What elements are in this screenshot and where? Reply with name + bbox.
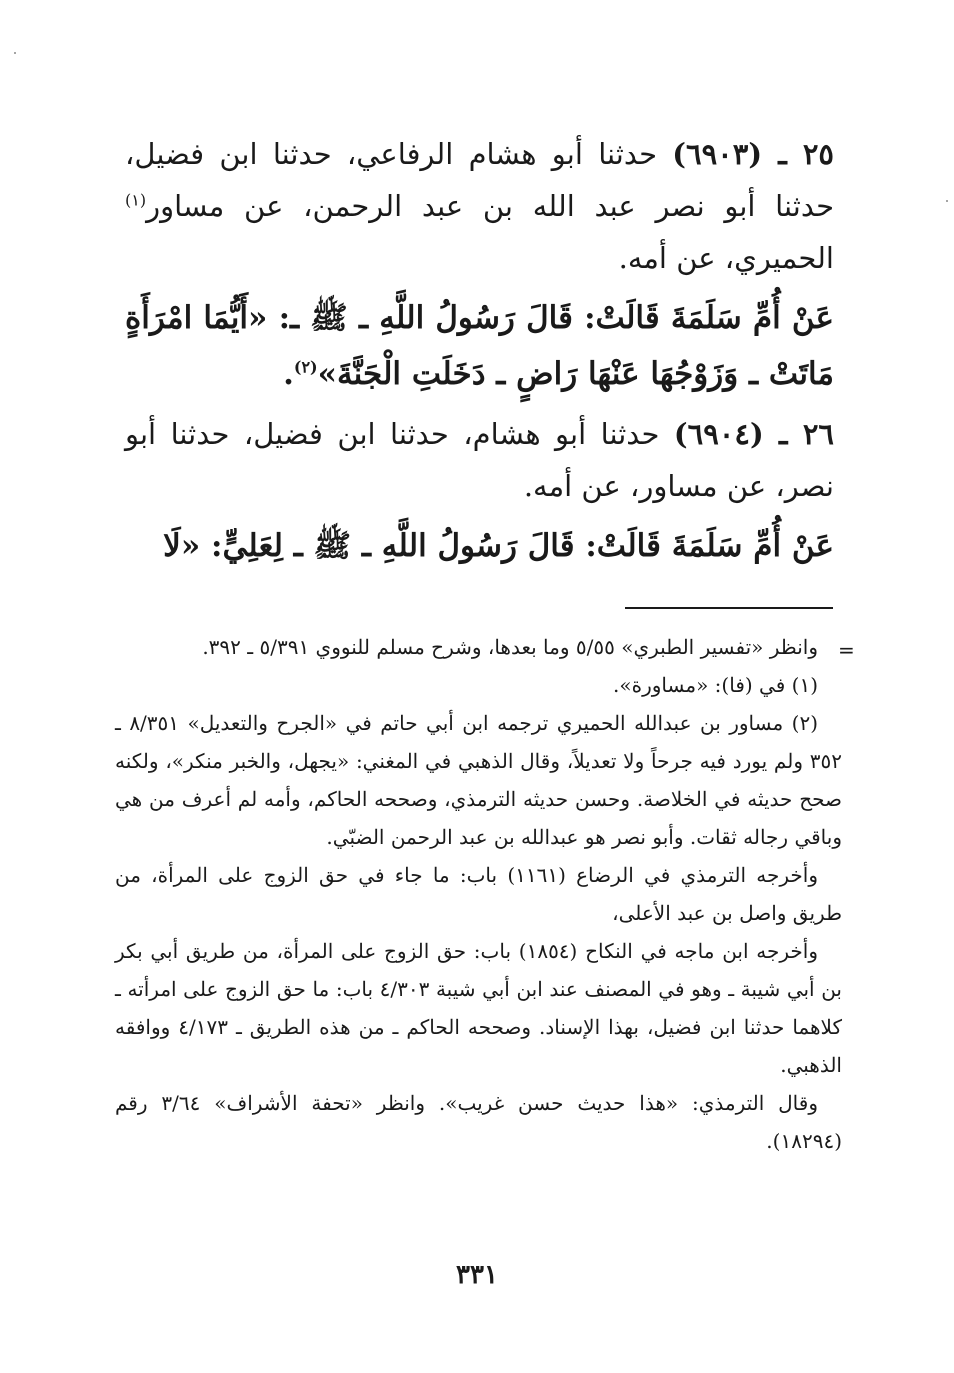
continuation-mark: = <box>838 638 855 662</box>
footnote-tirmidhi: وأخرجه الترمذي في الرضاع (١١٦١) باب: ما جاء في حق الزوج على المرأة، من طريق واصل بن عبد الأعلى، <box>115 863 842 925</box>
hadith-25-matn-end: . <box>283 356 294 392</box>
scan-speck <box>946 200 948 202</box>
hadith-26-number: ٢٦ ـ (٦٩٠٤) <box>673 417 834 451</box>
footnote-tirmidhi-said: وقال الترمذي: «هذا حديث حسن غريب». وانظر «تحفة الأشراف» ٣/٦٤ رقم (١٨٢٩٤). <box>115 1091 842 1153</box>
footnote-1-ref: (١) <box>125 190 147 210</box>
scan-speck <box>14 52 16 54</box>
hadith-25-isnad-end: الحميري، عن أمه. <box>618 241 834 275</box>
footnote-separator <box>625 607 833 609</box>
hadith-25-number: ٢٥ ـ (٦٩٠٣) <box>672 137 834 171</box>
hadith-25-matn <box>125 290 834 402</box>
hadith-26-matn <box>125 518 834 574</box>
footnote-ibn-majah: وأخرجه ابن ماجه في النكاح (١٨٥٤) باب: حق الزوج على المرأة، من طريق أبي بكر بن أبي شيبة ـ وهو في المصنف عند ابن أبي شيبة ٤/٣٠٣ باب: ما حق الزوج على امرأته ـ كلاهما حدثنا ابن فضيل، بهذا الإسناد. وصححه الحاكم ـ من هذه الطريق ـ ٤/١٧٣ ووافقه الذهبي. <box>115 939 842 1077</box>
hadith-26-isnad-text: حدثنا أبو هشام، حدثنا ابن فضيل، حدثنا أبو نصر، عن مساور، عن أمه. <box>125 417 834 503</box>
footnote-2-ref: (٢) <box>293 357 318 377</box>
hadith-26-isnad <box>125 408 834 512</box>
footnotes <box>115 628 842 1160</box>
footnote-continuation: وانظر «تفسير الطبري» ٥/٥٥ وما بعدها، وشرح مسلم للنووي ٥/٣٩١ ـ ٣٩٢. <box>202 635 818 659</box>
footnote-2: (٢) مساور بن عبدالله الحميري ترجمه ابن أبي حاتم في «الجرح والتعديل» ٨/٣٥١ ـ ٣٥٢ ولم يورد فيه جرحاً ولا تعديلاً، وقال الذهبي في المغني: «يجهل، والخبر منكر»، ولكنه صحح حديثه في الخلاصة. وحسن حديثه الترمذي، وصححه الحاكم، وأمه لم أعرف من هي وباقي رجاله ثقات. وأبو نصر هو عبدالله بن عبد الرحمن الضبّي. <box>115 711 842 849</box>
hadith-26-matn-text: عَنْ أُمِّ سَلَمَةَ قَالَتْ: قَالَ رَسُولُ اللَّهِ ـ ﷺ ـ لِعَلِيٍّ: «لَا <box>163 528 834 564</box>
hadith-25-isnad <box>125 128 834 284</box>
hadith-25-matn-text: عَنْ أُمِّ سَلَمَةَ قَالَتْ: قَالَ رَسُولُ اللَّهِ ـ ﷺ ـ: «أَيُّمَا امْرَأَةٍ مَاتَتْ ـ وَزَوْجُهَا عَنْهَا رَاضٍ ـ دَخَلَتِ الْجَنَّةَ» <box>125 300 834 392</box>
page-number: ٣٣١ <box>456 1260 498 1290</box>
footnote-1: (١) في (فا): «مساورة». <box>613 673 818 697</box>
hadith-25-isnad-text: حدثنا أبو هشام الرفاعي، حدثنا ابن فضيل، حدثنا أبو نصر عبد الله بن عبد الرحمن، عن مساور <box>125 137 834 223</box>
main-text <box>125 128 834 574</box>
